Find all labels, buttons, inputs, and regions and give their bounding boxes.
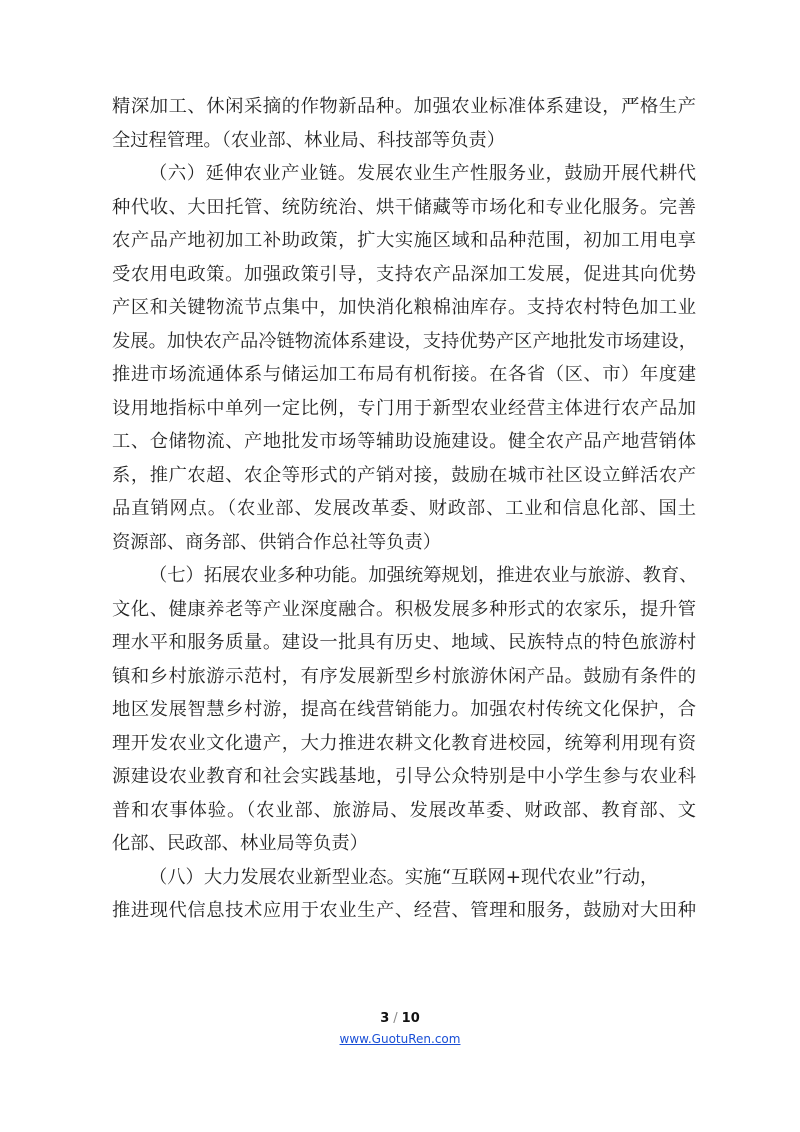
total-pages: 10 <box>401 1011 420 1026</box>
page-footer <box>0 1010 800 1047</box>
text-line: 地区发展智慧乡村游，提高在线营销能力。加强农村传统文化保护，合 <box>112 699 696 720</box>
site-link[interactable]: www.GuotuRen.com <box>339 1032 461 1046</box>
text-line: 化部、民政部、林业局等负责） <box>112 833 368 854</box>
text-line: 发展。加快农产品冷链物流体系建设，支持优势产区产地批发市场建设， <box>112 330 697 352</box>
text-line: 工、仓储物流、产地批发市场等辅助设施建设。健全农产品产地营销体 <box>112 431 696 452</box>
page-separator: / <box>393 1011 398 1026</box>
page-number <box>0 1010 800 1028</box>
current-page: 3 <box>380 1011 390 1026</box>
text-line: 系，推广农超、农企等形式的产销对接，鼓励在城市社区设立鲜活农产 <box>112 464 696 486</box>
text-line: 受农用电政策。加强政策引导，支持农产品深加工发展，促进其向优势 <box>112 263 696 285</box>
document-body <box>112 90 696 928</box>
text-line: 推进现代信息技术应用于农业生产、经营、管理和服务，鼓励对大田种 <box>112 900 696 921</box>
text-line: 推进市场流通体系与储运加工布局有机衔接。在各省（区、市）年度建 <box>112 364 696 385</box>
text-line: 源建设农业教育和社会实践基地，引导公众特别是中小学生参与农业科 <box>112 766 696 787</box>
paragraph-start-line: （八）大力发展农业新型业态。实施“互联网+现代农业”行动， <box>149 866 659 888</box>
text-line: 资源部、商务部、供销合作总社等负责） <box>112 531 442 553</box>
text-line: 精深加工、休闲采摘的作物新品种。加强农业标准体系建设，严格生产 <box>112 96 696 117</box>
text-line: 品直销网点。（农业部、发展改革委、财政部、工业和信息化部、国土 <box>112 498 696 519</box>
text-line: 农产品产地初加工补助政策，扩大实施区域和品种范围，初加工用电享 <box>112 230 696 251</box>
text-line: 全过程管理。（农业部、林业局、科技部等负责） <box>112 129 506 151</box>
text-line: 理水平和服务质量。建设一批具有历史、地域、民族特点的特色旅游村 <box>112 632 696 653</box>
text-line: 产区和关键物流节点集中，加快消化粮棉油库存。支持农村特色加工业 <box>112 297 696 318</box>
paragraph-start-line: （七）拓展农业多种功能。加强统筹规划，推进农业与旅游、教育、 <box>149 565 698 586</box>
text-line: 普和农事体验。（农业部、旅游局、发展改革委、财政部、教育部、文 <box>112 799 696 821</box>
text-line: 设用地指标中单列一定比例，专门用于新型农业经营主体进行农产品加 <box>112 397 696 419</box>
paragraph-start-line: （六）延伸农业产业链。发展农业生产性服务业，鼓励开展代耕代 <box>149 163 696 184</box>
text-line: 种代收、大田托管、统防统治、烘干储藏等市场化和专业化服务。完善 <box>112 196 696 218</box>
text-line: 文化、健康养老等产业深度融合。积极发展多种形式的农家乐，提升管 <box>112 598 696 620</box>
text-line: 镇和乡村旅游示范村，有序发展新型乡村旅游休闲产品。鼓励有条件的 <box>112 665 696 687</box>
text-line: 理开发农业文化遗产，大力推进农耕文化教育进校园，统筹利用现有资 <box>112 732 696 754</box>
